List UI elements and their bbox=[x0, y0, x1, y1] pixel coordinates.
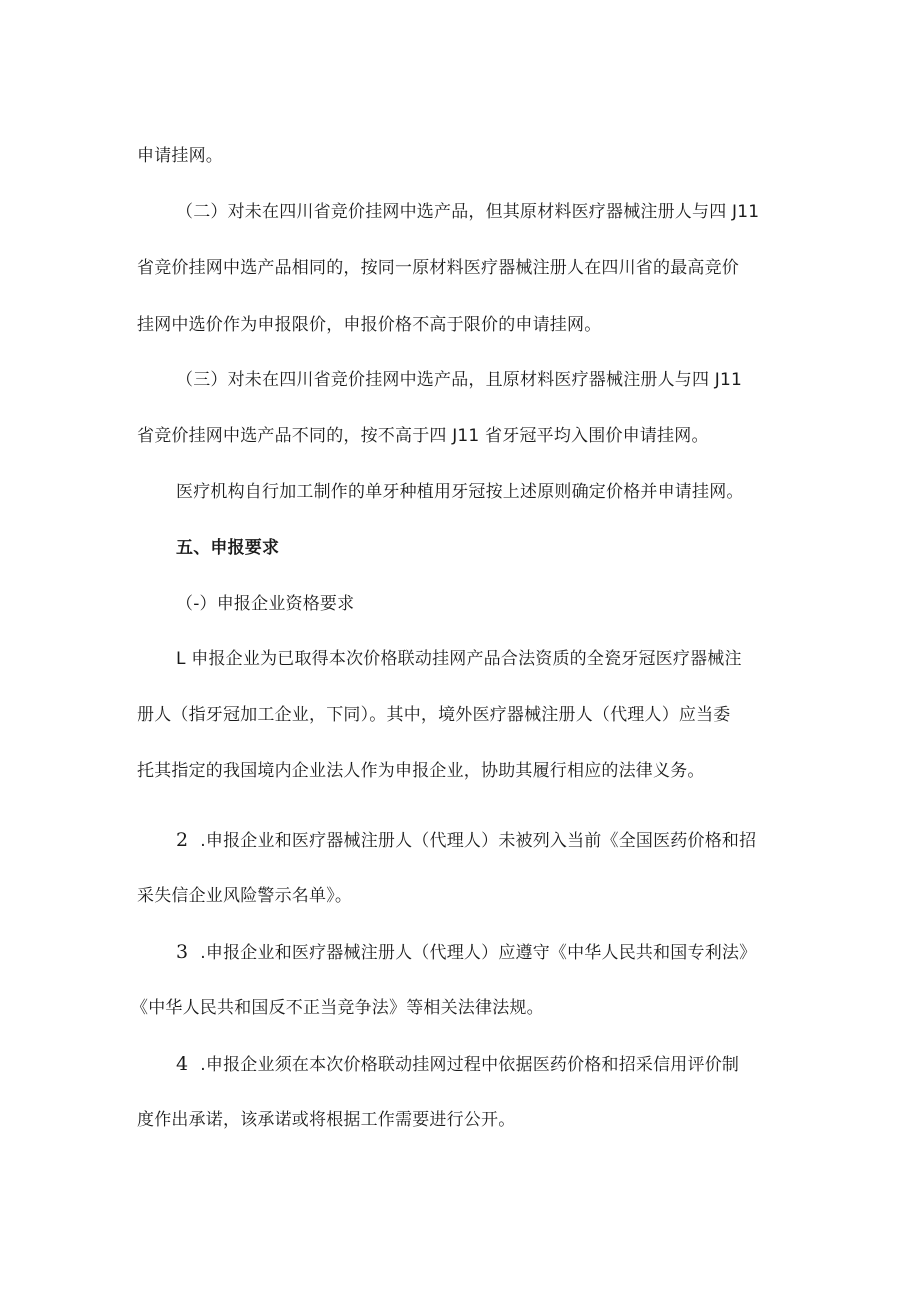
paragraph-line: 《中华人民共和国反不正当竞争法》等相关法律法规。 bbox=[131, 998, 544, 1018]
list-number: 3 bbox=[176, 941, 189, 963]
list-item-3 bbox=[176, 941, 756, 964]
list-item-text: .申报企业须在本次价格联动挂网过程中依据医药价格和招采信用评价 bbox=[200, 1055, 722, 1075]
paragraph-line: 省竞价挂网中选产品相同的，按同一原材料医疗器械注册人在四川省的最高竞价 bbox=[137, 258, 739, 278]
list-item-text: 未被列入当前《全国医药价格和招 bbox=[498, 831, 757, 851]
list-item-text: 制 bbox=[721, 1055, 740, 1075]
paragraph-line: （三）对未在四川省竞价挂网中选产品，且原材料医疗器械注册人与四 J11 bbox=[176, 370, 743, 390]
paragraph-line: 度作出承诺，该承诺或将根据工作需要进行公开。 bbox=[137, 1110, 516, 1130]
paragraph-line: 托其指定的我国境内企业法人作为申报企业，协助其履行相应的法律义务。 bbox=[137, 761, 705, 781]
paragraph-line: 医疗机构自行加工制作的单牙种植用牙冠按上述原则确定价格并申请挂网。 bbox=[176, 482, 744, 502]
list-item-2 bbox=[176, 829, 756, 852]
list-number: 2 bbox=[176, 829, 189, 851]
section-heading: 五、申报要求 bbox=[176, 538, 280, 558]
list-item-text: .申报企业和医疗器械注册人（代理人） bbox=[200, 831, 499, 851]
paragraph-line: 采失信企业风险警示名单》。 bbox=[137, 886, 353, 906]
list-item-4 bbox=[176, 1053, 739, 1076]
paragraph-line: 册人（指牙冠加工企业，下同）。其中，境外医疗器械注册人（代理人）应当委 bbox=[137, 705, 731, 725]
paragraph-line: （二）对未在四川省竞价挂网中选产品，但其原材料医疗器械注册人与四 J11 bbox=[176, 202, 760, 222]
paragraph-line: 挂网中选价作为申报限价，申报价格不高于限价的申请挂网。 bbox=[137, 315, 602, 335]
subsection-heading: （-）申报企业资格要求 bbox=[176, 594, 355, 614]
paragraph-line: 申请挂网。 bbox=[137, 146, 223, 166]
list-item-text: 应遵守《中华人民共和国专利法》 bbox=[498, 943, 757, 963]
list-number: 4 bbox=[176, 1053, 189, 1075]
paragraph-line: 省竞价挂网中选产品不同的，按不高于四 J11 省牙冠平均入围价申请挂网。 bbox=[137, 426, 709, 446]
list-item-text: .申报企业和医疗器械注册人（代理人） bbox=[200, 943, 499, 963]
paragraph-line: L 申报企业为已取得本次价格联动挂网产品合法资质的全瓷牙冠医疗器械注 bbox=[176, 649, 742, 669]
